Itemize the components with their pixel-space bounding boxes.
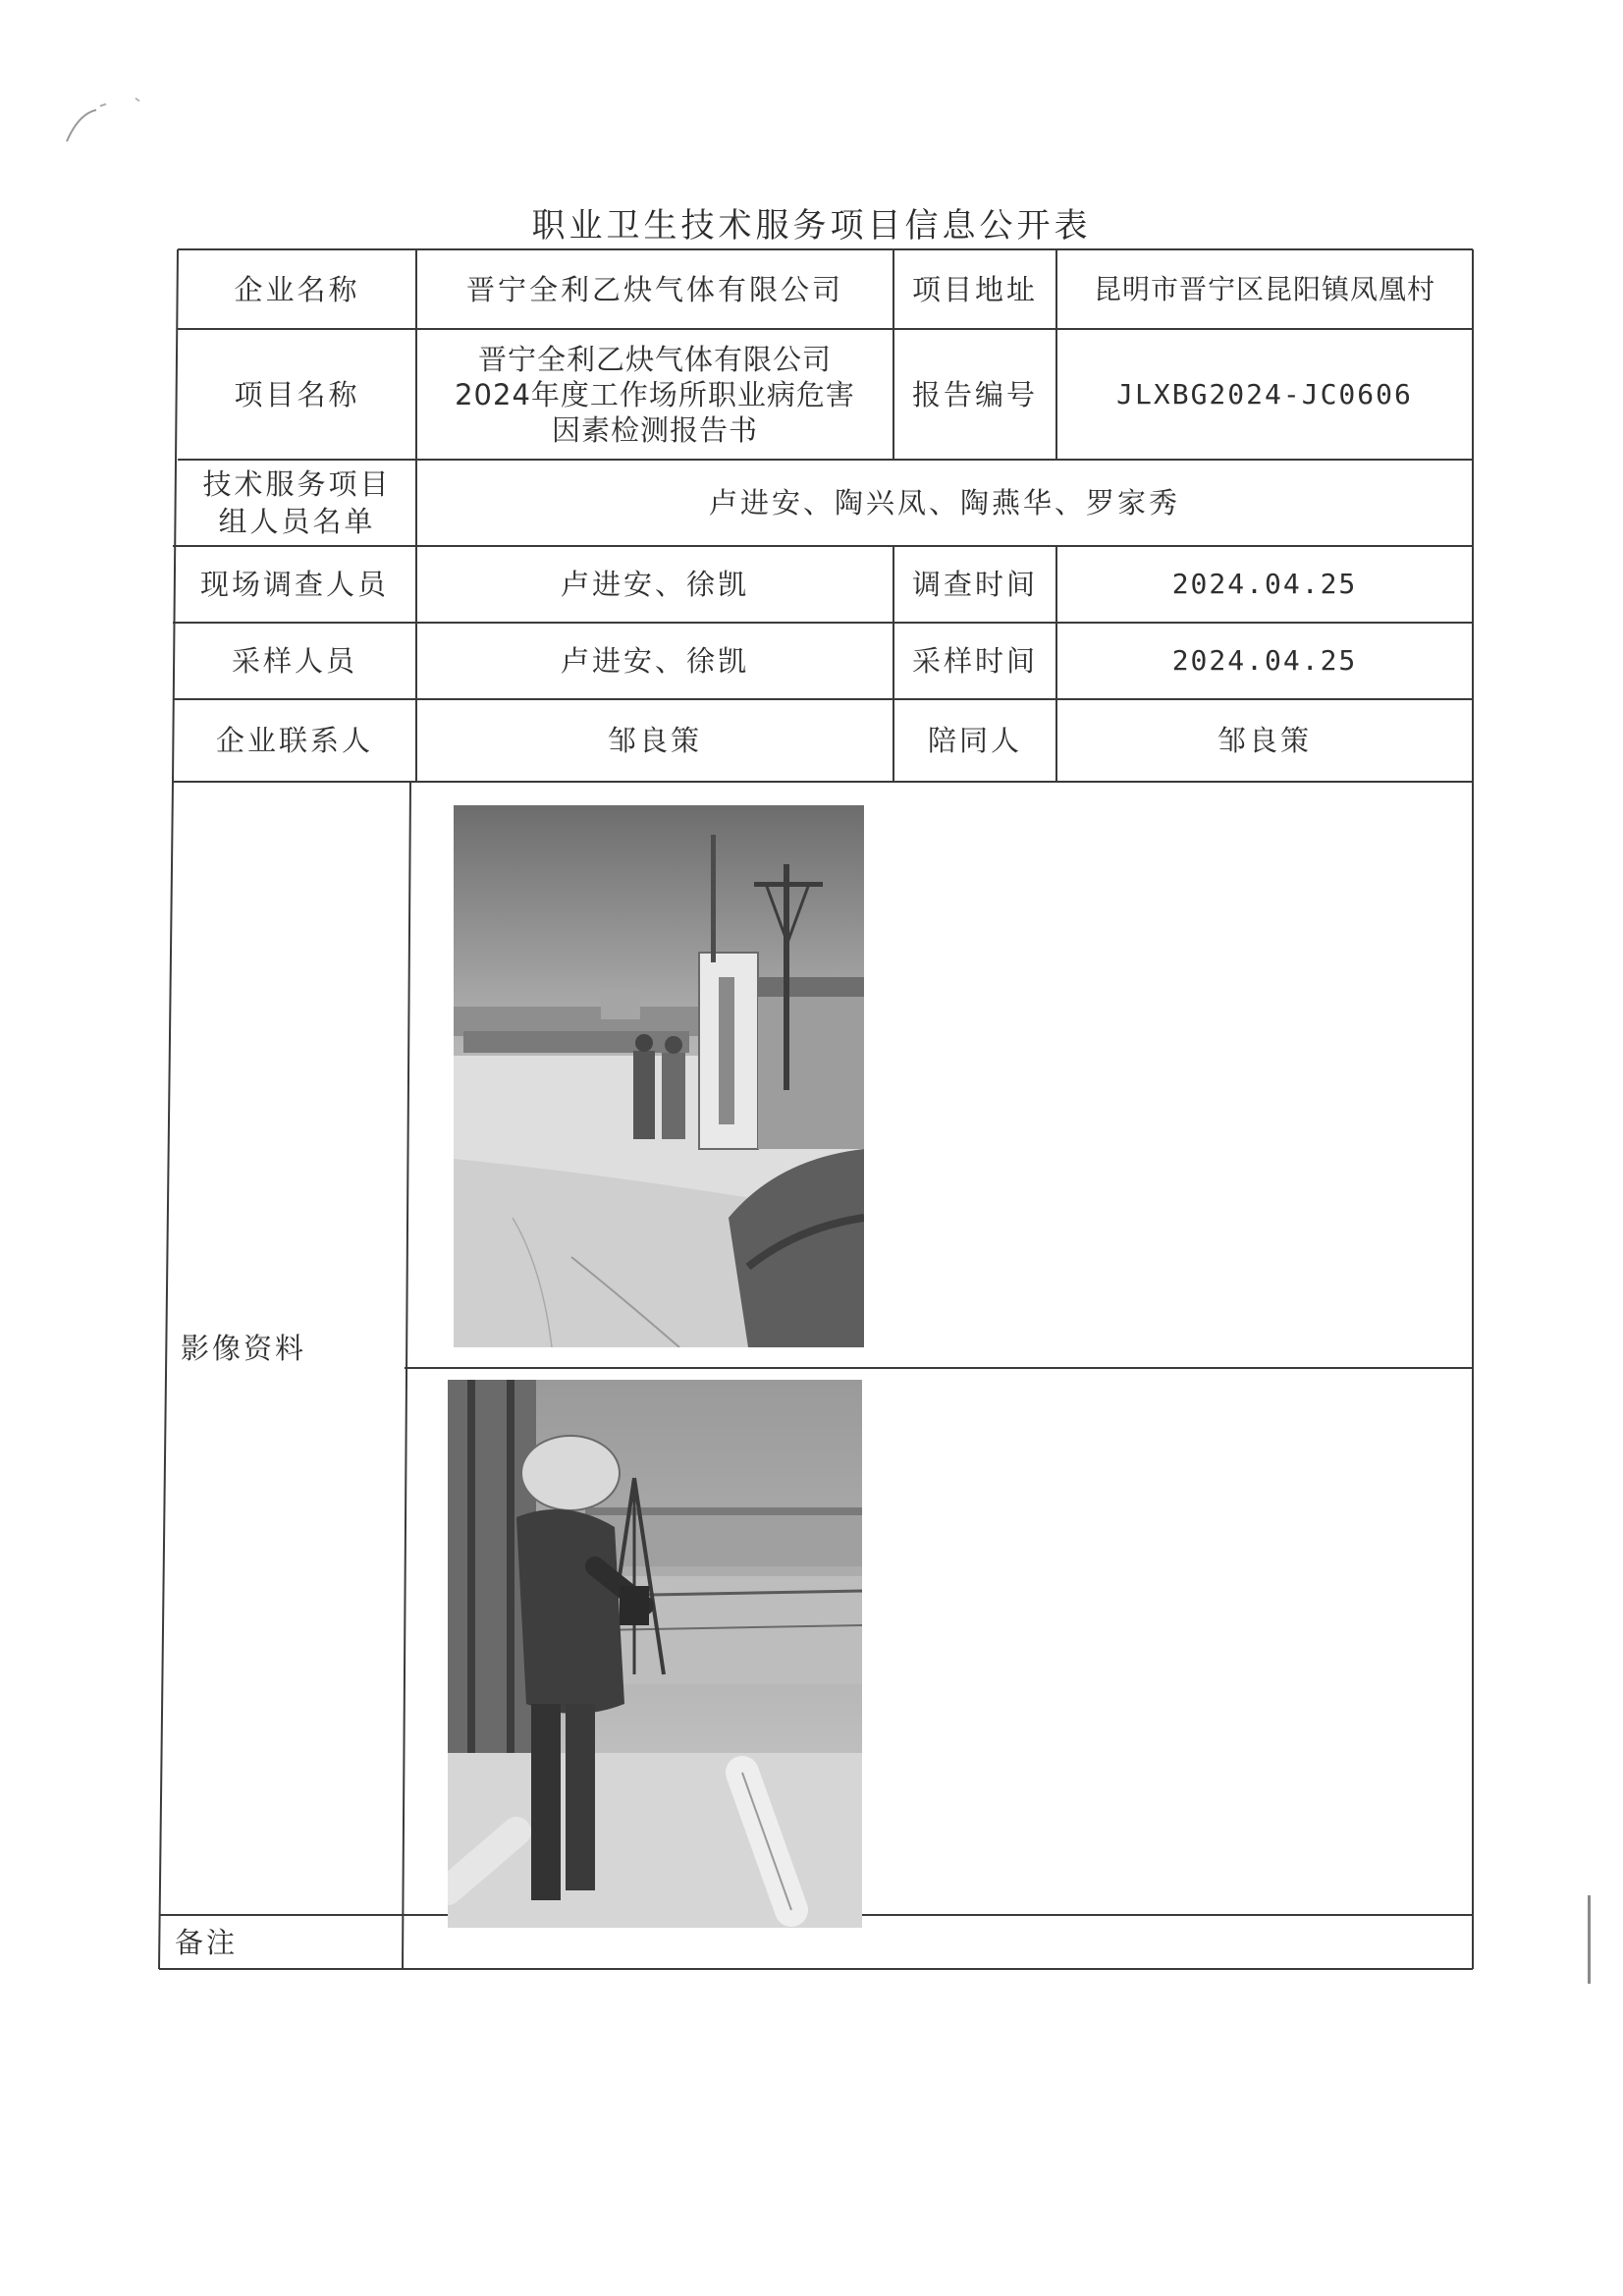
project-name-line-1: 晋宁全利乙炔气体有限公司 xyxy=(477,342,832,376)
escort-label: 陪同人 xyxy=(927,724,1022,757)
sampling-time-label: 采样时间 xyxy=(911,644,1038,678)
team-label-line-2: 组人员名单 xyxy=(218,505,376,538)
company-name-label: 企业名称 xyxy=(234,272,360,306)
project-name-value xyxy=(416,329,893,460)
report-number-value: JLXBG2024-JC0606 xyxy=(1116,377,1413,410)
document-title: 职业卫生技术服务项目信息公开表 xyxy=(531,206,1092,246)
sampling-staff-value: 卢进安、徐凯 xyxy=(560,644,749,678)
escort-value: 邹良策 xyxy=(1217,724,1312,757)
company-contact-label: 企业联系人 xyxy=(215,724,373,757)
remarks-value xyxy=(403,1915,1473,1969)
survey-staff-label: 现场调查人员 xyxy=(199,568,389,601)
company-name-value: 晋宁全利乙炔气体有限公司 xyxy=(465,272,843,306)
project-name-line-3: 因素检测报告书 xyxy=(551,412,758,447)
remarks-label: 备注 xyxy=(175,1925,239,1959)
survey-time-value: 2024.04.25 xyxy=(1171,568,1358,600)
sampling-worker-photo xyxy=(448,1380,862,1928)
sampling-time-value: 2024.04.25 xyxy=(1171,644,1358,677)
project-address-value: 昆明市晋宁区昆阳镇凤凰村 xyxy=(1093,272,1435,305)
project-address-label: 项目地址 xyxy=(911,272,1038,306)
site-entrance-photo xyxy=(454,805,864,1347)
project-name-label: 项目名称 xyxy=(234,377,360,411)
image-materials-label: 影像资料 xyxy=(181,1332,307,1365)
sampling-staff-label: 采样人员 xyxy=(231,644,357,678)
project-name-line-2: 2024年度工作场所职业病危害 xyxy=(455,377,855,411)
report-number-label: 报告编号 xyxy=(911,377,1038,411)
team-members-value: 卢进安、陶兴凤、陶燕华、罗家秀 xyxy=(708,486,1180,519)
team-members-label xyxy=(178,460,416,546)
survey-staff-value: 卢进安、徐凯 xyxy=(560,568,749,601)
company-contact-value: 邹良策 xyxy=(607,724,702,757)
survey-time-label: 调查时间 xyxy=(911,568,1038,601)
team-label-line-1: 技术服务项目 xyxy=(202,467,392,501)
